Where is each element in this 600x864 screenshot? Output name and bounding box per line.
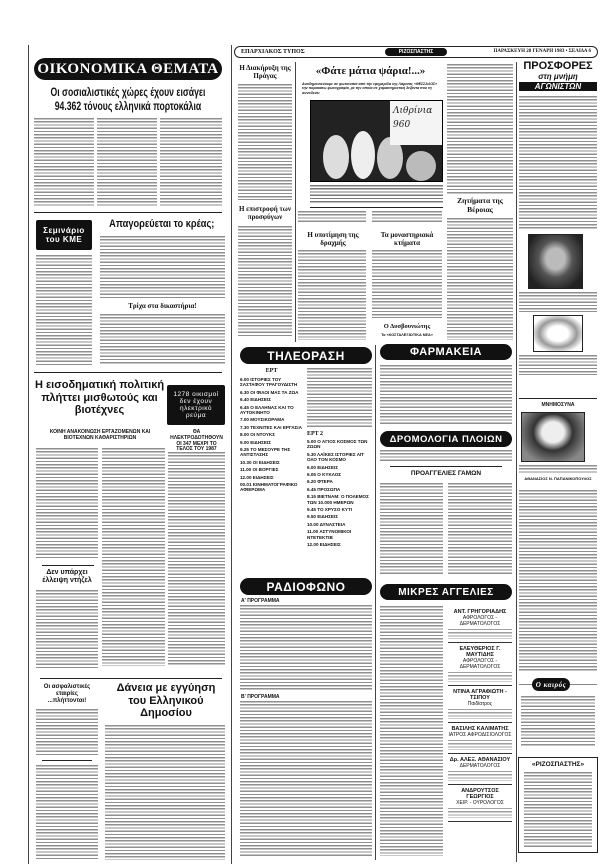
- tv-listing: 9.25 ΤΟ ΜΕΣΟΥΡΕ ΤΗΣ ΑΝΤΙΣΤΑΣΗΣ: [240, 446, 291, 458]
- body-text: [372, 211, 442, 223]
- prague-headline[interactable]: Η Διακήρυξη της Πράγας: [239, 64, 291, 81]
- tv-title: ΤΗΛΕΟΡΑΣΗ: [240, 347, 372, 364]
- income-subhead: ΚΟΙΝΗ ΑΝΑΚΟΙΝΩΣΗ ΕΡΓΑΖΟΜΕΝΩΝ ΚΑΙ ΒΙΟΤΕΧΝΩΝ ΚΑΘΑΡΙΣΤΗΡΙΩΝ: [49, 429, 151, 441]
- diesel-headline[interactable]: Δεν υπάρχει έλλειψη ντήζελ: [42, 569, 92, 585]
- body-text: [307, 368, 372, 428]
- tv-ert2-column: [307, 368, 372, 550]
- fish-shape: [351, 131, 375, 179]
- ad-description: ΙΑΤΡΟΣ ΑΦΡΟΔΙΣΙΟΛΟΓΟΣ: [448, 732, 512, 738]
- classifieds-title: ΜΙΚΡΕΣ ΑΓΓΕΛΙΕΣ: [380, 584, 512, 600]
- body-text: [102, 448, 165, 666]
- body-text: [36, 448, 98, 560]
- page-header: [234, 46, 598, 58]
- tv-listing: 6.00 ΕΙΔΗΣΕΙΣ: [307, 464, 339, 470]
- weddings-title: ΠΡΟΑΓΓΕΛΙΕΣ ΓΑΜΩΝ: [410, 470, 482, 477]
- fish-shape: [323, 135, 349, 179]
- ad-name: ΑΝΤ. ΓΡΗΓΟΡΙΑΔΗΣ: [453, 609, 507, 615]
- tv-listing: 12.00 ΕΙΔΗΣΕΙΣ: [307, 542, 341, 548]
- ad-body-text: [448, 672, 512, 682]
- page-gutter: [231, 45, 232, 864]
- body-text: [447, 218, 513, 340]
- photo-caption: [519, 355, 597, 375]
- photo-caption: [310, 185, 443, 203]
- lead-headline-line-2: 94.362 τόνους ελληνικά πορτοκάλια: [54, 98, 202, 113]
- rizospastis-box: [518, 757, 598, 853]
- divider: [519, 398, 597, 399]
- photo-caption: [519, 465, 597, 474]
- ad-name: Δρ. ΑΛΕΞ. ΑΘΑΝΑΣΙΟΥ: [449, 757, 511, 763]
- body-text: [521, 696, 595, 746]
- ad-name: ΒΑΣΙΛΗΣ ΚΑΛΙΜΑΤΗΣ: [451, 726, 509, 732]
- income-headline[interactable]: Η εισοδηματική πολιτική πλήττει μισθωτούς και βιοτέχνες: [34, 379, 165, 417]
- meat-subhead: Τρίχα στα δικαστήρια!: [128, 302, 197, 310]
- ad-body-text: [448, 808, 512, 818]
- body-text: [298, 250, 366, 340]
- body-text: [524, 772, 592, 848]
- meat-headline[interactable]: Απαγορεύεται το κρέας;: [109, 218, 215, 230]
- signature: Ο Δυσβουνιώτης: [383, 323, 431, 330]
- lead-headline[interactable]: [34, 86, 222, 114]
- tv-listing: 6.40 ΕΙΔΗΣΕΙΣ: [240, 397, 272, 403]
- veria-headline[interactable]: Ζητήματα της Βέροιας: [457, 196, 503, 214]
- ad-body-text: [448, 709, 512, 719]
- body-text: [448, 483, 512, 575]
- body-text: [36, 765, 98, 860]
- tv-listing: 9.50 ΕΙΔΗΣΕΙΣ: [307, 514, 339, 520]
- tv-listing: 00.01 ΚΙΝΗΜΑΤΟΓΡΑΦΙΚΟ ΑΦΙΕΡΩΜΑ: [240, 481, 298, 493]
- portrait-photo: [528, 234, 583, 289]
- tv-ert1-label: ΕΡΤ: [265, 368, 278, 374]
- tv-ert1-column: [240, 368, 303, 495]
- ad-name: ΑΝΔΡΟΥΤΣΟΣ ΓΕΩΡΓΙΟΣ: [461, 788, 499, 800]
- ad-body-text: [448, 629, 512, 639]
- tv-listing: 11.00 ΟΙ ΒΟΡΓΙΕΣ: [240, 467, 279, 473]
- weather-title: Ο καιρός: [532, 678, 570, 691]
- signature-source: Τα «ΚΟΣΤΑΛΕΞΙΩΤΙΚΑ ΝΕΑ»: [381, 333, 433, 337]
- body-text: [380, 365, 512, 425]
- classified-ad: [448, 643, 512, 686]
- radio-title: ΡΑΔΙΟΦΩΝΟ: [240, 578, 372, 595]
- body-text: [160, 118, 222, 206]
- seminar-box: Σεμινάριο του ΚΜΕ: [36, 220, 92, 250]
- body-text: [36, 255, 92, 365]
- villages-box: 1278 οικισμοί δεν έχουν ηλεκτρικό ρεύμα: [167, 385, 225, 425]
- lead-headline-line-1: Οι σοσιαλιστικές χώρες έχουν εισάγει: [50, 85, 206, 99]
- fish-photo: [310, 100, 443, 182]
- fish-headline[interactable]: «Φάτε μάτια ψάρια!...»: [315, 65, 426, 77]
- body-text: [36, 709, 98, 756]
- divider: [390, 466, 502, 467]
- offers-title: ΠΡΟΣΦΟΡΕΣ: [523, 60, 593, 72]
- classified-ad: [448, 785, 512, 822]
- tv-listing: 7.00 ΜΟΥΣΙΚΟΡΑΜΑ: [240, 417, 285, 423]
- photo-caption: [519, 292, 597, 312]
- ad-name: ΕΛΕΥΘΕΡΙΟΣ Γ. ΜΑΥΤΙΔΗΣ: [459, 646, 501, 658]
- body-text: [240, 605, 372, 690]
- tv-listing: 6.05 Ο ΚΥΚΛΟΣ: [307, 472, 342, 478]
- tv-listing: 10.00 ΔΥΝΑΣΤΕΙΑ: [307, 521, 346, 527]
- tv-listing: 6.45 ΠΡΟΣΩΠΑ: [307, 486, 341, 492]
- portrait-photo: [533, 315, 583, 352]
- column-divider: [295, 62, 296, 342]
- tv-listing: 5.00 Ο ΑΓΙΟΣ ΚΟΣΜΟΣ ΤΩΝ ΖΩΩΝ: [307, 439, 368, 450]
- body-text: [168, 452, 225, 666]
- divider: [34, 212, 222, 213]
- body-text: [380, 450, 512, 462]
- fish-price-sign: Λιθρίνια 960: [390, 101, 442, 145]
- ad-description: Παιδίατρος: [467, 701, 493, 707]
- tv-listing: 9.45 ΤΟ ΧΡΥΣΟ ΚΥΤΙ: [307, 507, 353, 513]
- insurance-headline[interactable]: Οι ασφαλιστικές εταιρίες ...πλήττονται!: [43, 684, 91, 704]
- body-text: [380, 606, 443, 856]
- ad-description: ΑΦΡΟΛΟΓΟΣ - ΔΕΡΜΑΤΟΛΟΓΟΣ: [459, 615, 501, 627]
- body-text: [238, 84, 292, 200]
- memorial-photo: [521, 412, 585, 462]
- body-text: [238, 226, 292, 338]
- loans-headline[interactable]: Δάνεια με εγγύηση του Ελληνικού Δημοσίου: [116, 682, 216, 720]
- fish-shape: [406, 151, 436, 181]
- left-page-border: [28, 45, 29, 864]
- radio-program-1: Α' ΠΡΟΓΡΑΜΜΑ: [241, 598, 280, 604]
- body-text: [380, 483, 443, 575]
- monastery-headline[interactable]: Τα μοναστηριακά κτήματα: [380, 231, 434, 248]
- rizospastis-box-title: «ΡΙΖΟΣΠΑΣΤΗΣ»: [531, 761, 585, 768]
- header-date: ΠΑΡΑΣΚΕΥΗ 28 ΓΕΝΑΡΗ 1983 • ΣΕΛΙΔΑ 6: [493, 49, 591, 54]
- body-text: [519, 490, 597, 672]
- tv-listing: 8.15 ΒΙΕΤΝΑΜ: Ο ΠΟΛΕΜΟΣ ΤΩΝ 10.000 ΗΜΕΡΩΝ: [307, 494, 369, 505]
- classified-ads: [448, 606, 512, 822]
- ad-description: ΔΕΡΜΑΤΟΛΟΓΟΣ: [459, 763, 501, 769]
- body-text: [97, 118, 157, 206]
- divider: [34, 372, 222, 373]
- body-text: [100, 314, 225, 364]
- tv-listing: 6.45 Ο ΕΛΛΗΝΑΣ ΚΑΙ ΤΟ ΑΥΤΟΚΙΝΗΤΟ: [240, 404, 294, 415]
- body-text: [34, 118, 94, 206]
- tv-listing: 11.00 ΑΣΤΥΝΟΜΙΚΟΙ ΝΤΕΤΕΚΤΙΒ: [307, 529, 352, 540]
- tv-listing: 9.00 ΕΙΔΗΣΕΙΣ: [240, 439, 272, 445]
- ad-description: ΑΦΡΟΛΟΓΟΣ - ΔΕΡΜΑΤΟΛΟΓΟΣ: [459, 658, 501, 670]
- body-text: [36, 590, 98, 670]
- tv-ert2-list: [307, 439, 372, 548]
- column-divider: [516, 62, 517, 862]
- body-text: [100, 236, 225, 298]
- ad-name: ΝΤΙΝΑ ΑΓΡΑΦΙΩΤΗ - ΤΣΙΠΟΥ: [453, 689, 507, 701]
- classified-ad: [448, 723, 512, 754]
- divider: [40, 678, 222, 679]
- villages-subhead: ΘΑ ΗΛΕΚΤΡΟΔΟΤΗΘΟΥΝ ΟΙ 347 ΜΕΧΡΙ ΤΟ ΤΕΛΟΣ ΤΟΥ 1987: [170, 429, 223, 453]
- tv-listing: 6.00 ΙΣΤΟΡΙΕΣ ΤΟΥ ΣΑΣΤΑΦΟΥ ΤΡΑΓΟΥΔΙΣΤΗ: [240, 376, 298, 388]
- devaluation-headline[interactable]: Η υποτίμηση της δραχμής: [307, 231, 359, 248]
- radio-program-2: Β' ΠΡΟΓΡΑΜΜΑ: [241, 694, 280, 700]
- body-text: [298, 211, 366, 223]
- divider: [42, 760, 92, 761]
- divider: [310, 207, 443, 208]
- body-text: [105, 725, 225, 860]
- memorial-name: ΑΘΑΝΑΣΙΟΣ Ν. ΠΑΠΑΝΙΚΟΠΟΥΛΟΣ: [524, 476, 592, 481]
- classified-ad: [448, 754, 512, 785]
- ad-body-text: [448, 740, 512, 750]
- ships-title: ΔΡΟΜΟΛΟΓΙΑ ΠΛΟΙΩΝ: [380, 431, 512, 447]
- tv-ert1-list: [240, 377, 303, 493]
- header-masthead: ΡΙΖΟΣΠΑΣΤΗΣ: [385, 48, 447, 56]
- body-text: [519, 96, 597, 229]
- tv-listing: 10.30 ΟΙ ΕΙΔΗΣΕΙΣ: [240, 459, 280, 465]
- ad-description: ΧΕΙΡ. - ΟΥΡΟΛΟΓΟΣ: [456, 800, 504, 806]
- tv-listing: 6.30 ΟΙ ΦΙΛΟΙ ΜΑΣ ΤΑ ΖΩΑ: [240, 389, 299, 395]
- offers-subtitle: στη μνήμη: [538, 72, 578, 81]
- body-text: [240, 701, 372, 856]
- memorials-title: ΜΝΗΜΟΣΥΝΑ: [541, 402, 575, 408]
- classified-ad: [448, 606, 512, 643]
- header-section: ΕΠΑΡΧΙΑΚΟΣ ΤΥΠΟΣ: [241, 49, 305, 55]
- body-text: [447, 64, 513, 194]
- fish-subtitle: Αναδημοσιεύουμε σε φωτοτυπία από την εφημερίδα της Λάρισας «ΘΕΣΣΑΛΟΣ» την παρακάτω φωτογραφία, με την οποία σε χαρακτηριστική λεζάντα που τη συνοδεύει: [302, 82, 438, 95]
- tv-listing: 5.30 ΛΑΪΚΕΣ ΙΣΤΟΡΙΕΣ ΑΠ' ΟΛΟ ΤΟΝ ΚΟΣΜΟ: [307, 451, 365, 463]
- tv-listing: 12.00 ΕΙΔΗΣΕΙΣ: [240, 474, 274, 480]
- classified-ad: [448, 686, 512, 723]
- ad-body-text: [448, 771, 512, 781]
- tv-listing: 8.00 ΟΙ ΝΤΟΥΚΣ: [240, 432, 275, 438]
- body-text: [372, 250, 442, 318]
- divider: [42, 565, 94, 566]
- column-divider: [375, 345, 376, 860]
- pharmacies-title: ΦΑΡΜΑΚΕΙΑ: [380, 344, 512, 360]
- tv-listing: 7.30 ΤΕΧΝΙΤΕΣ ΚΑΙ ΕΡΓΑΣΙΑ: [240, 424, 302, 430]
- section-title: ΟΙΚΟΝΟΜΙΚΑ ΘΕΜΑΤΑ: [34, 58, 222, 80]
- tv-ert2-label: ΕΡΤ 2: [307, 431, 324, 437]
- offers-subtitle-2: ΑΓΩΝΙΣΤΩΝ: [519, 82, 597, 91]
- tv-listing: 6.20 ΦΤΕΡΑ: [307, 479, 333, 485]
- refugees-headline[interactable]: Η επιστροφή των προσφύγων: [238, 205, 292, 222]
- offers-header: [519, 60, 597, 91]
